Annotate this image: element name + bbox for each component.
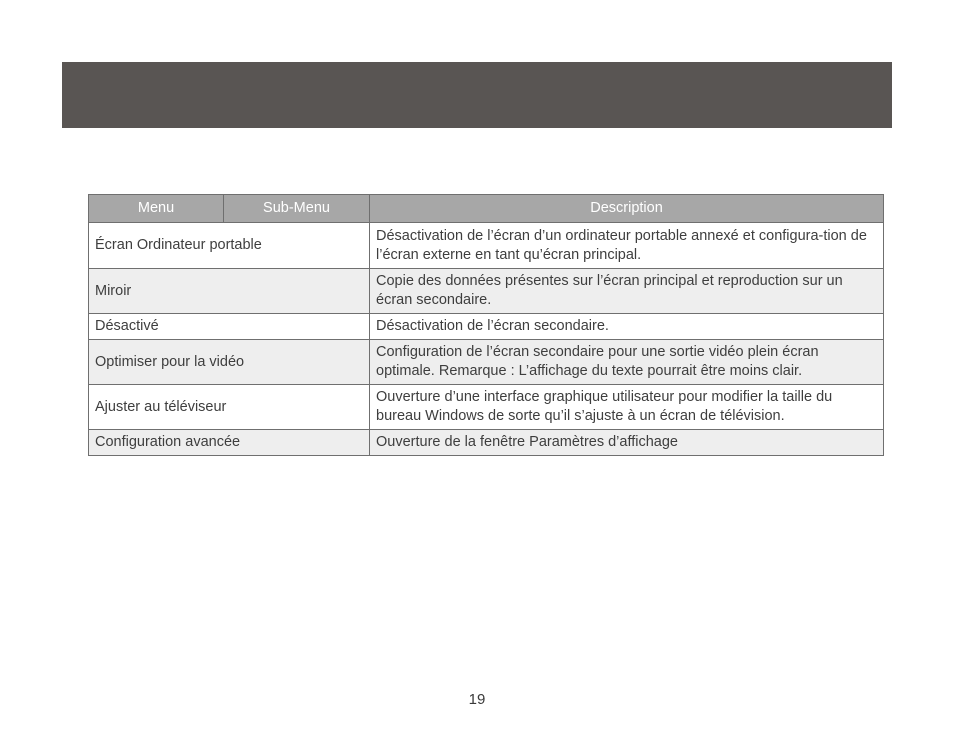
column-header-sub-menu: Sub-Menu bbox=[224, 195, 370, 223]
table-header-row bbox=[89, 195, 884, 223]
table-row bbox=[89, 430, 884, 456]
column-header-description: Description bbox=[370, 195, 884, 223]
row-menu-cell: Optimiser pour la vidéo bbox=[89, 340, 370, 385]
menu-description-table bbox=[88, 194, 884, 456]
table-row bbox=[89, 340, 884, 385]
row-description-cell: Désactivation de l’écran d’un ordinateur portable annexé et configura-tion de l’écran externe en tant qu’écran principal. bbox=[370, 223, 884, 269]
table-row bbox=[89, 385, 884, 430]
table-row bbox=[89, 223, 884, 269]
row-menu-cell: Ajuster au téléviseur bbox=[89, 385, 370, 430]
row-description-cell: Désactivation de l’écran secondaire. bbox=[370, 314, 884, 340]
row-menu-cell: Écran Ordinateur portable bbox=[89, 223, 370, 269]
row-description-cell: Configuration de l’écran secondaire pour une sortie vidéo plein écran optimale. Remarque : L’affichage du texte pourrait être moins clair. bbox=[370, 340, 884, 385]
page-number: 19 bbox=[468, 691, 486, 708]
header-bar bbox=[62, 62, 892, 128]
row-description-cell: Copie des données présentes sur l’écran principal et reproduction sur un écran secondaire. bbox=[370, 269, 884, 314]
row-menu-cell: Désactivé bbox=[89, 314, 370, 340]
table-row bbox=[89, 269, 884, 314]
table-row bbox=[89, 314, 884, 340]
row-menu-cell: Miroir bbox=[89, 269, 370, 314]
row-description-cell: Ouverture d’une interface graphique utilisateur pour modifier la taille du bureau Windows de sorte qu’il s’ajuste à un écran de télévision. bbox=[370, 385, 884, 430]
column-header-menu: Menu bbox=[89, 195, 224, 223]
row-menu-cell: Configuration avancée bbox=[89, 430, 370, 456]
row-description-cell: Ouverture de la fenêtre Paramètres d’affichage bbox=[370, 430, 884, 456]
